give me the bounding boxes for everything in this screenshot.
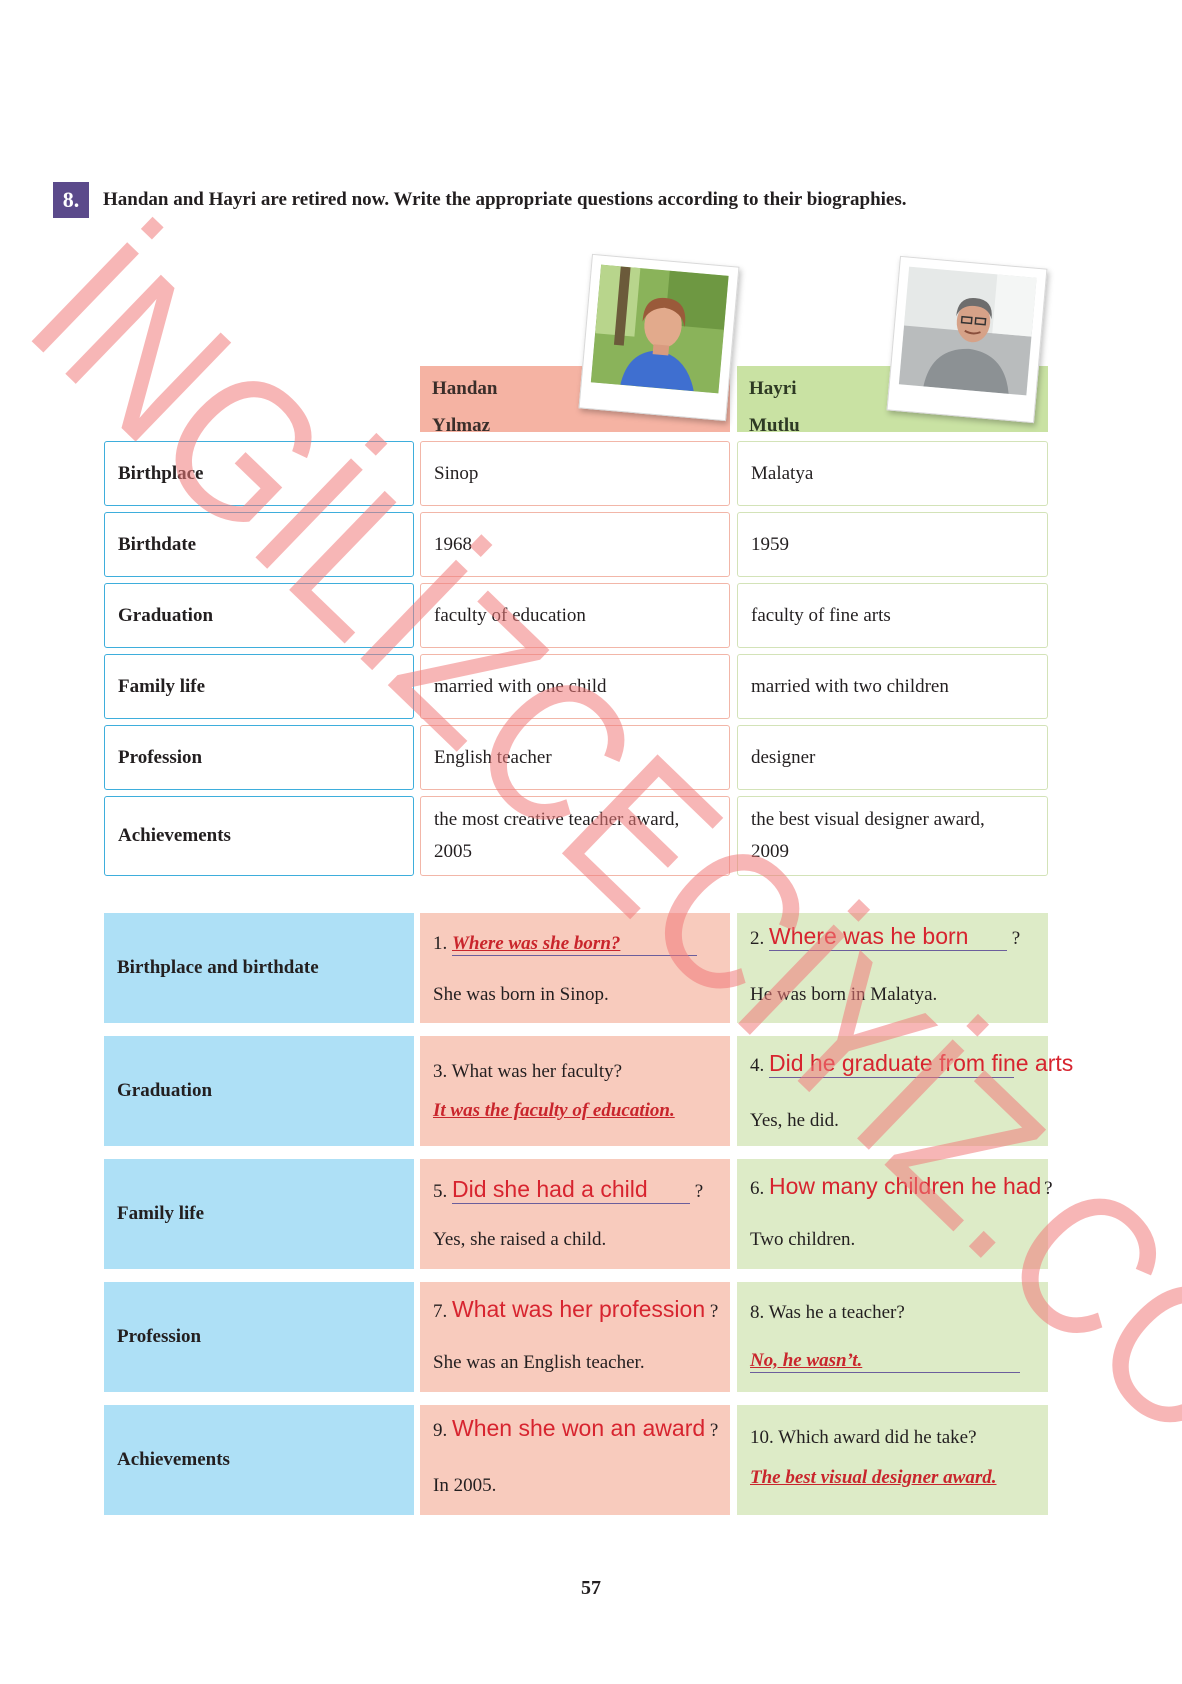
handan-achievements-line2: 2005 [434, 841, 472, 862]
question-7-mark: ? [709, 1301, 719, 1322]
question-4-number: 4. [750, 1055, 765, 1076]
question-6-block [737, 1159, 1053, 1269]
hayri-photo [887, 256, 1048, 423]
question-10-block [737, 1405, 1048, 1515]
question-1-number: 1. [433, 933, 448, 954]
bio-label-graduation: Graduation [104, 583, 414, 648]
question-1-answer-field[interactable] [452, 933, 697, 956]
answer-1: She was born in Sinop. [433, 984, 609, 1005]
question-7-line [433, 1296, 718, 1323]
handan-graduation: faculty of education [420, 583, 730, 648]
bio-label-family-life: Family life [104, 654, 414, 719]
answer-10-field[interactable] [750, 1467, 996, 1489]
hayri-achievements [737, 796, 1048, 876]
question-2-number: 2. [750, 928, 765, 949]
question-category-achievements: Achievements [104, 1405, 414, 1515]
handan-photo [579, 254, 740, 421]
hayri-profession: designer [737, 725, 1048, 790]
question-2-written: Where was he born [769, 923, 969, 949]
question-3-block [420, 1036, 730, 1146]
hayri-first-name: Hayri [749, 378, 797, 399]
question-8: 8. Was he a teacher? [750, 1302, 905, 1323]
handan-family-life: married with one child [420, 654, 730, 719]
question-2-mark: ? [1011, 928, 1021, 949]
answer-9: In 2005. [433, 1475, 497, 1496]
handan-first-name: Handan [432, 378, 498, 399]
page-number: 57 [581, 1577, 601, 1599]
handan-birthplace: Sinop [420, 441, 730, 506]
question-4-line [750, 1050, 1074, 1078]
question-5-mark: ? [694, 1181, 704, 1202]
question-2-block [737, 913, 1048, 1023]
question-9-written[interactable]: When she won an award [452, 1415, 706, 1441]
handan-achievements [420, 796, 730, 876]
question-7-block [420, 1282, 730, 1392]
question-4-written: Did he graduate from fine arts [769, 1050, 1074, 1076]
hayri-birthdate: 1959 [737, 512, 1048, 577]
question-4-block [737, 1036, 1074, 1146]
hayri-graduation: faculty of fine arts [737, 583, 1048, 648]
handan-profession: English teacher [420, 725, 730, 790]
hayri-last-name: Mutlu [749, 415, 800, 436]
question-9-number: 9. [433, 1420, 448, 1441]
question-1-line [433, 933, 697, 956]
woman-portrait-image [591, 265, 729, 394]
question-10: 10. Which award did he take? [750, 1427, 977, 1448]
answer-8-field[interactable] [750, 1350, 1020, 1373]
answer-3-written: It was the faculty of education. [433, 1100, 675, 1121]
question-2-line [750, 923, 1020, 951]
question-7-number: 7. [433, 1301, 448, 1322]
question-5-answer-field[interactable] [452, 1176, 690, 1204]
question-category-family-life: Family life [104, 1159, 414, 1269]
answer-2: He was born in Malatya. [750, 984, 938, 1005]
question-6-written[interactable]: How many children he had [769, 1173, 1042, 1199]
answer-10-written: The best visual designer award. [750, 1467, 997, 1488]
answer-7: She was an English teacher. [433, 1352, 645, 1373]
handan-birthdate: 1968 [420, 512, 730, 577]
question-9-block [420, 1405, 730, 1515]
exercise-number-badge [53, 182, 89, 218]
question-6-line [750, 1173, 1053, 1200]
answer-3-field[interactable] [433, 1100, 675, 1122]
question-5-number: 5. [433, 1181, 448, 1202]
exercise-instruction: Handan and Hayri are retired now. Write the appropriate questions according to their biographies. [103, 189, 907, 210]
bio-label-birthdate: Birthdate [104, 512, 414, 577]
answer-8-written: No, he wasn’t. [750, 1350, 863, 1371]
hayri-family-life: married with two children [737, 654, 1048, 719]
handan-achievements-line1: the most creative teacher award, [434, 809, 680, 830]
hayri-achievements-line1: the best visual designer award, [751, 809, 985, 830]
question-9-mark: ? [709, 1420, 719, 1441]
question-6-mark: ? [1044, 1178, 1053, 1199]
bio-label-birthplace: Birthplace [104, 441, 414, 506]
question-1-block [420, 913, 730, 1023]
exercise-number: 8. [62, 187, 80, 212]
question-5-written: Did she had a child [452, 1176, 648, 1202]
question-5-block [420, 1159, 730, 1269]
question-7-written[interactable]: What was her profession [452, 1296, 706, 1322]
question-2-answer-field[interactable] [769, 923, 1007, 951]
question-3: 3. What was her faculty? [433, 1061, 623, 1082]
bio-label-achievements: Achievements [104, 796, 414, 876]
hayri-birthplace: Malatya [737, 441, 1048, 506]
answer-6: Two children. [750, 1229, 856, 1250]
man-portrait-image [899, 267, 1037, 396]
question-1-written: Where was she born? [452, 933, 621, 954]
question-8-block [737, 1282, 1048, 1392]
question-4-answer-field[interactable] [769, 1050, 1074, 1078]
answer-4: Yes, he did. [750, 1110, 839, 1131]
question-category-birth: Birthplace and birthdate [104, 913, 414, 1023]
question-6-number: 6. [750, 1178, 765, 1199]
answer-5: Yes, she raised a child. [433, 1229, 607, 1250]
hayri-achievements-line2: 2009 [751, 841, 789, 862]
question-category-graduation: Graduation [104, 1036, 414, 1146]
bio-label-profession: Profession [104, 725, 414, 790]
question-5-line [433, 1176, 703, 1204]
handan-last-name: Yılmaz [432, 415, 491, 436]
question-9-line [433, 1415, 718, 1442]
question-category-profession: Profession [104, 1282, 414, 1392]
